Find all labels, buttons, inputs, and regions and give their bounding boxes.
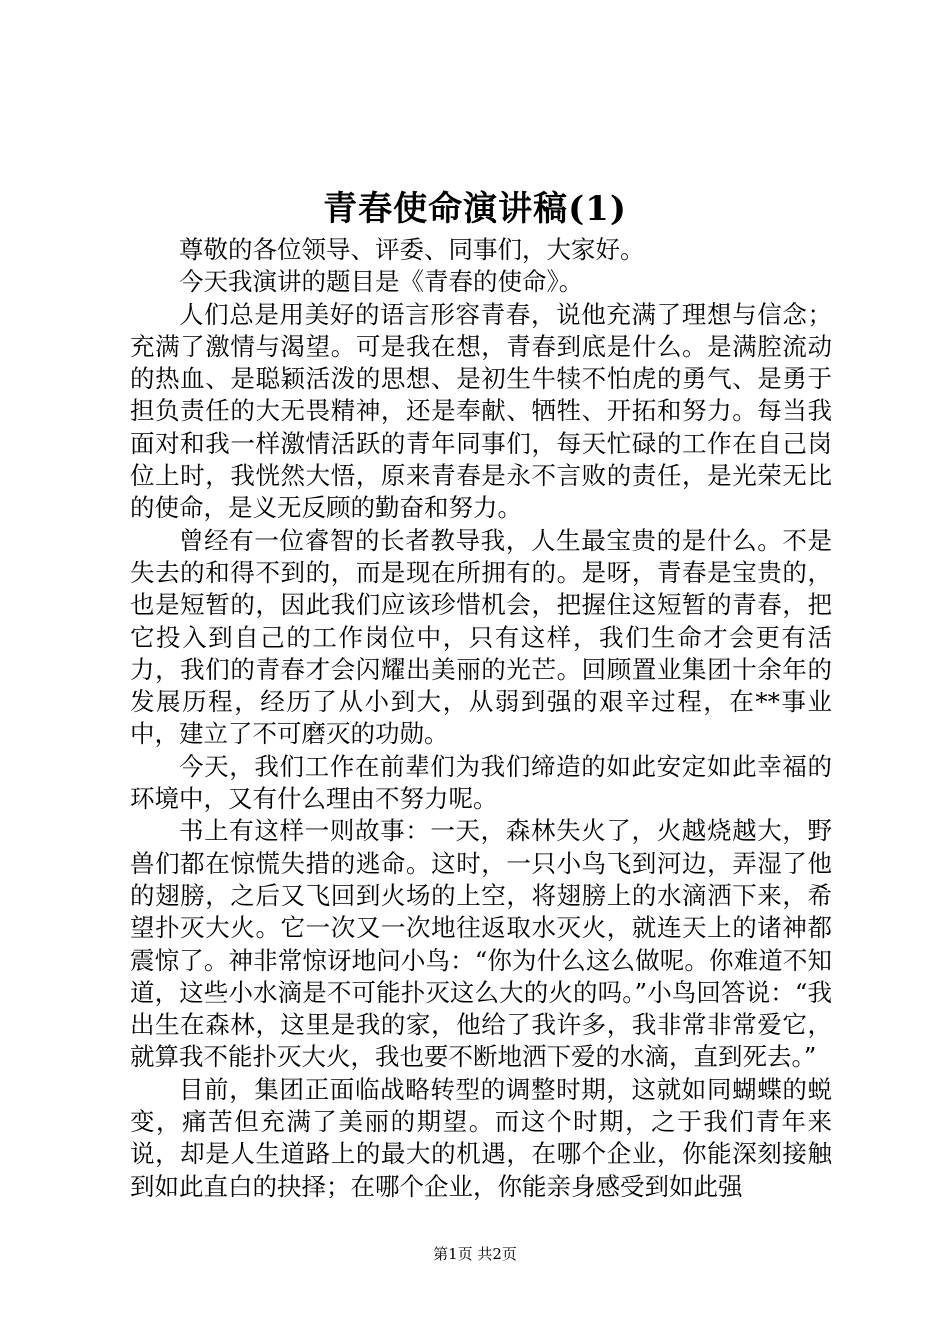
- page-number: 第1页 共2页: [433, 1245, 517, 1263]
- paragraph: 今天我演讲的题目是《青春的使命》。: [179, 267, 584, 297]
- paragraph: 人们总是用美好的语言形容青春，说他充满了理想与信念；充满了激情与渴望。可是我在想，青春到底是什么。是满腔流动的热血、是聪颖活泼的思想、是初生牛犊不怕虎的勇气、是勇于担负责任的大无畏精神，还是奉献、牺牲、开拓和努力。每当我面对和我一样激情活跃的青年同事们，每天忙碌的工作在自己岗位上时，我恍然大悟，原来青春是永不言败的责任，是光荣无比的使命，是义无反顾的勤奋和努力。: [130, 299, 832, 523]
- paragraph: 目前，集团正面临战略转型的调整时期，这就如同蝴蝶的蜕变，痛苦但充满了美丽的期望。而这个时期，之于我们青年来说，却是人生道路上的最大的机遇，在哪个企业，你能深刻接触到如此直白的抉择；在哪个企业，你能亲身感受到如此强: [130, 1074, 832, 1201]
- paragraph: 书上有这样一则故事：一天，森林失火了，火越烧越大，野兽们都在惊慌失措的逃命。这时，一只小鸟飞到河边，弄湿了他的翅膀，之后又飞回到火场的上空，将翅膀上的水滴洒下来，希望扑灭大火。它一次又一次地往返取水灭火，就连天上的诸神都震惊了。神非常惊讶地问小鸟：“你为什么这么做呢。你难道不知道，这些小水滴是不可能扑灭这么大的火的吗。”小鸟回答说：“我出生在森林，这里是我的家，他给了我许多，我非常非常爱它，就算我不能扑灭大火，我也要不断地洒下爱的水滴，直到死去。”: [130, 816, 832, 1072]
- document-title: 青春使命演讲稿(1): [323, 189, 627, 229]
- paragraph: 尊敬的各位领导、评委、同事们，大家好。: [179, 235, 645, 264]
- document-body: [130, 234, 832, 1203]
- paragraph: 曾经有一位睿智的长者教导我，人生最宝贵的是什么。不是失去的和得不到的，而是现在所拥有的。是呀，青春是宝贵的，也是短暂的，因此我们应该珍惜机会，把握住这短暂的青春，把它投入到自己的工作岗位中，只有这样，我们生命才会更有活力，我们的青春才会闪耀出美丽的光芒。回顾置业集团十余年的发展历程，经历了从小到大，从弱到强的艰辛过程，在**事业中，建立了不可磨灭的功勋。: [130, 525, 832, 749]
- paragraph: 今天，我们工作在前辈们为我们缔造的如此安定如此幸福的环境中，又有什么理由不努力呢。: [130, 751, 832, 814]
